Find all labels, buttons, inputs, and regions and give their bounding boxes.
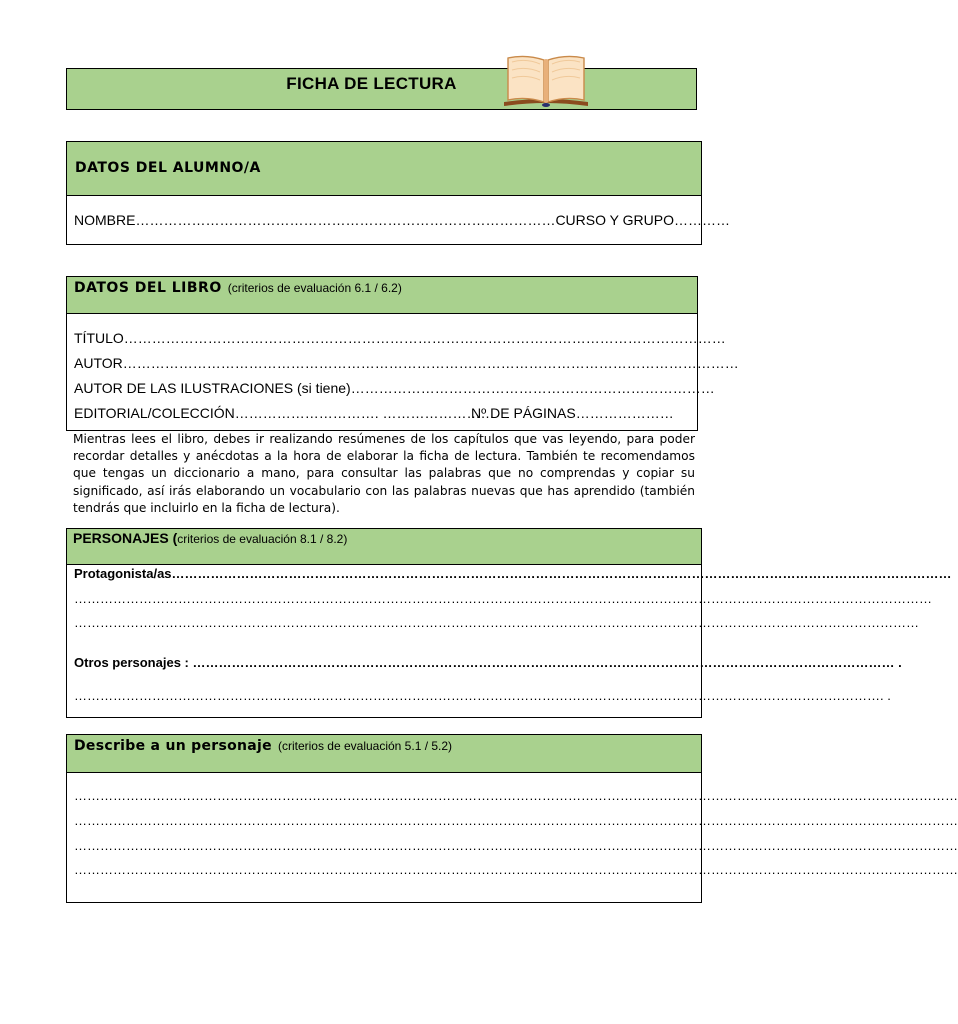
describe-line[interactable]: …………………………………………………………………………………………………………………………………………………………………………………… — [74, 813, 958, 828]
describe-character-criteria: (criterios de evaluación 5.1 / 5.2) — [277, 739, 453, 753]
characters-line-3[interactable]: …………………………………………………………………………………………………………………………………………………………………………… — [74, 615, 919, 630]
book-data-heading: DATOS DEL LIBRO (criterios de evaluación 6.1 / 6.2) — [74, 280, 402, 296]
book-data-criteria: (criterios de evaluación 6.1 / 6.2) — [227, 281, 402, 295]
book-data-header — [67, 277, 697, 314]
characters-section — [66, 528, 952, 718]
describe-character-section — [66, 734, 958, 903]
illustrator-line[interactable]: AUTOR DE LAS ILUSTRACIONES (si tiene)…………………………………………………………………… — [74, 380, 715, 396]
characters-header — [67, 529, 701, 565]
describe-character-header — [67, 735, 701, 773]
pages-line[interactable]: Nº DE PÁGINAS………………… — [471, 405, 674, 421]
student-data-header — [67, 142, 701, 196]
other-characters-line[interactable]: Otros personajes : ……………………………………………………………………………………………………………………………………………… . — [74, 655, 902, 670]
protagonist-line[interactable]: Protagonista/as……………………………………………………………………………………………………………………………………………………………… — [74, 566, 952, 581]
title-line[interactable]: TÍTULO………………………………………………………………………………………………………………… — [74, 330, 726, 346]
publisher-line[interactable]: EDITORIAL/COLECCIÓN…………………………. …………………… — [74, 405, 495, 421]
describe-character-heading: Describe a un personaje (criterios de evaluación 5.1 / 5.2) — [74, 738, 453, 754]
characters-line-2[interactable]: ……………………………………………………………………………………………………………………………………………………………………………… — [74, 591, 932, 606]
title-bar — [66, 68, 697, 110]
characters-heading: PERSONAJES (criterios de evaluación 8.1 / 8.2) — [73, 530, 348, 546]
student-data-section — [66, 141, 730, 245]
describe-line[interactable]: …………………………………………………………………………………………………………………………………………………………………………………… — [74, 788, 958, 803]
author-line[interactable]: AUTOR…………………………………………………………………………………………………………………… — [74, 355, 739, 371]
book-data-section — [66, 276, 739, 431]
characters-criteria: criterios de evaluación 8.1 / 8.2) — [177, 532, 348, 546]
characters-line-5[interactable]: ……………………………………………………………………………………………………………………………………………………………………. . — [74, 688, 891, 703]
open-book-icon — [500, 52, 592, 110]
student-data-heading: DATOS DEL ALUMNO/A — [75, 160, 261, 176]
name-course-line[interactable]: NOMBRE………………………………………………………………………………CURSO Y GRUPO………… — [74, 212, 730, 228]
page-title: FICHA DE LECTURA — [286, 74, 457, 93]
describe-line[interactable]: …………………………………………………………………………………………………………………………………………………………………………………… — [74, 862, 958, 877]
instructions-paragraph: Mientras lees el libro, debes ir realizando resúmenes de los capítulos que vas leyendo, para poder recordar detalles y anécdotas a la hora de elaborar la ficha de lectura. También te recomendamos que tengas un diccionario a mano, para consultar las palabras que no comprendas y copiar su significado, así irás elaborando un vocabulario con las palabras nuevas que has aprendido (también tendrás que incluirlo en la ficha de lectura). — [73, 432, 695, 515]
describe-line[interactable]: …………………………………………………………………………………………………………………………………………………………………………………… — [74, 838, 958, 853]
